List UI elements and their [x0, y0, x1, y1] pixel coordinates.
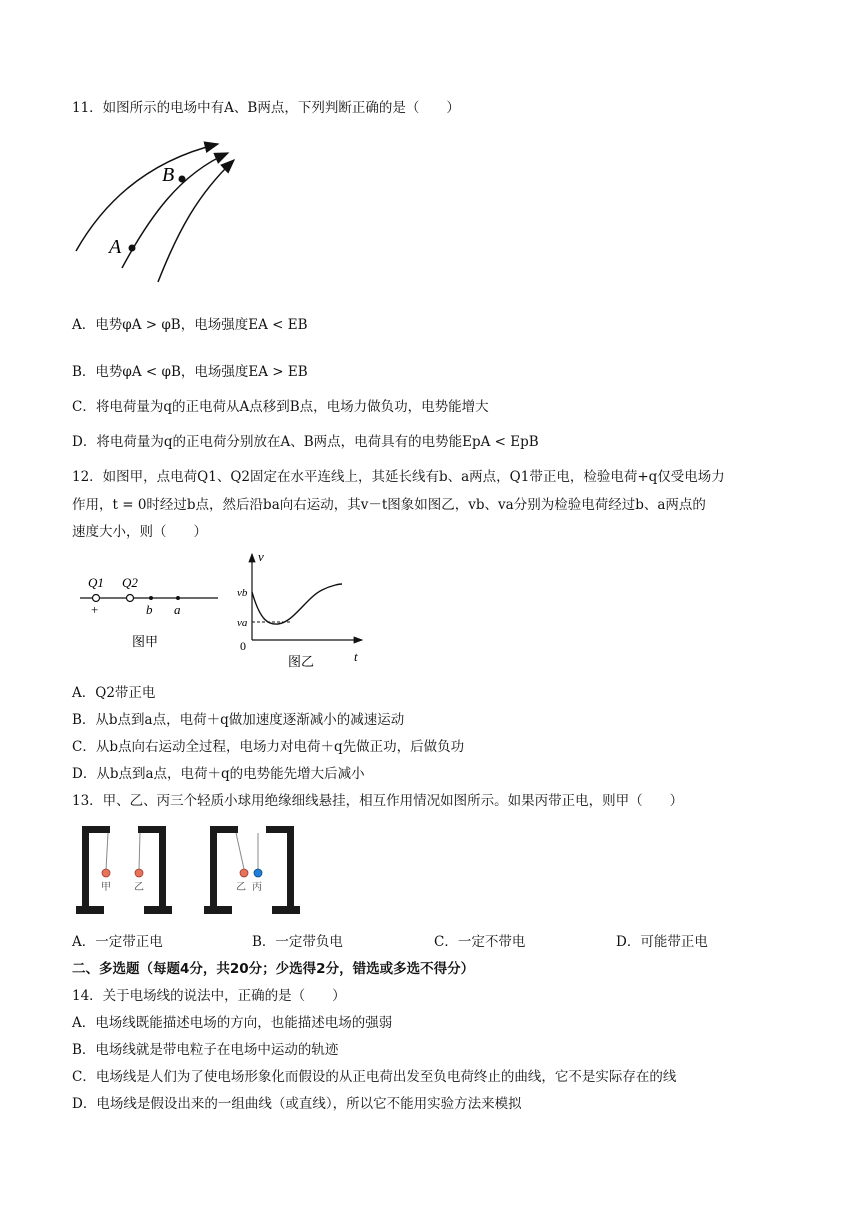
- q14-option-a: A．电场线既能描述电场的方向，也能描述电场的强弱: [72, 1015, 393, 1031]
- t-label: t: [354, 649, 358, 664]
- vb-label: vb: [237, 587, 248, 599]
- origin-label: 0: [240, 639, 246, 653]
- q1-label: Q1: [88, 575, 104, 590]
- b-label: b: [146, 602, 153, 617]
- point-b-dot: [179, 176, 186, 183]
- v-label: v: [258, 549, 264, 564]
- point-b: [149, 596, 153, 600]
- q12-option-d: D．从b点到a点，电荷＋q的电势能先增大后减小: [72, 766, 365, 782]
- q12-figure-yi: [232, 550, 372, 670]
- q13-figure: [76, 826, 306, 918]
- point-a-label: A: [109, 236, 122, 258]
- q11-option-d-text: D．将电荷量为q的正电荷分别放在A、B两点，电荷具有的电势能EpA < EpB: [72, 434, 539, 450]
- q12-option-c: C．从b点向右运动全过程，电场力对电荷＋q先做正功，后做负功: [72, 739, 465, 755]
- q13-stem: 13．甲、乙、丙三个轻质小球用绝缘细线悬挂，相互作用情况如图所示。如果丙带正电，则甲（ ）: [72, 793, 684, 809]
- q11-field-line-figure: [70, 136, 240, 286]
- q12-option-a: A．Q2带正电: [72, 685, 156, 701]
- section2-title: 二、多选题（每题4分，共20分；少选得2分，错选或多选不得分）: [72, 961, 475, 977]
- q13-option-c: C．一定不带电: [434, 934, 526, 950]
- label-bing: 丙: [252, 882, 262, 893]
- thread-yi-right: [236, 833, 244, 869]
- q11-option-b: [72, 362, 800, 382]
- q11-option-b-text: B．电势φA < φB，电场强度EA > EB: [72, 364, 308, 380]
- field-line-2: [122, 153, 228, 268]
- label-yi-left: 乙: [134, 882, 144, 893]
- q13-option-d: D．可能带正电: [616, 934, 708, 950]
- q12-figure-jia: [78, 570, 228, 670]
- q14-stem: 14．关于电场线的说法中，正确的是（ ）: [72, 988, 346, 1004]
- v-t-curve: [252, 584, 342, 624]
- plus-label: +: [91, 602, 99, 617]
- q11-option-a-text: A．电势φA > φB，电场强度EA < EB: [72, 317, 308, 333]
- q1-circle: [93, 595, 100, 602]
- ball-jia: [102, 869, 110, 877]
- q13-option-b: B．一定带负电: [252, 934, 343, 950]
- field-line-1: [76, 144, 218, 251]
- q11-option-c: C．将电荷量为q的正电荷从A点移到B点，电场力做负功，电势能增大: [72, 399, 489, 415]
- q12-stem-line2: 作用，t = 0时经过b点，然后沿ba向右运动，其v－t图象如图乙，vb、va分别为检验电荷经过b、a两点的: [72, 497, 706, 513]
- left-stand: [76, 826, 172, 914]
- va-label: va: [237, 617, 248, 629]
- q13-option-a: A．一定带正电: [72, 934, 163, 950]
- ball-yi-right: [240, 869, 248, 877]
- ball-yi-left: [135, 869, 143, 877]
- caption-yi: 图乙: [288, 655, 315, 670]
- q11-option-a: [72, 315, 800, 335]
- q2-label: Q2: [122, 575, 138, 590]
- a-label: a: [174, 602, 181, 617]
- q11-stem: 11．如图所示的电场中有A、B两点，下列判断正确的是（ ）: [72, 100, 460, 116]
- q12-stem-line1: 12．如图甲，点电荷Q1、Q2固定在水平连线上，其延长线有b、a两点，Q1带正电，检验电荷+q仅受电场力: [72, 469, 725, 485]
- q2-circle: [127, 595, 134, 602]
- point-b-label: B: [162, 164, 175, 186]
- q14-option-c: C．电场线是人们为了使电场形象化而假设的从正电荷出发至负电荷终止的曲线，它不是实际存在的线: [72, 1069, 677, 1085]
- q12-option-b: B．从b点到a点，电荷＋q做加速度逐渐减小的减速运动: [72, 712, 405, 728]
- q12-stem-line3: 速度大小，则（ ）: [72, 524, 207, 540]
- caption-jia: 图甲: [132, 635, 159, 650]
- point-a-dot: [129, 245, 136, 252]
- q14-option-d: D．电场线是假设出来的一组曲线（或直线），所以它不能用实验方法来模拟: [72, 1096, 522, 1112]
- q11-option-d: [72, 432, 800, 452]
- point-a: [176, 596, 180, 600]
- q14-option-b: B．电场线就是带电粒子在电场中运动的轨迹: [72, 1042, 339, 1058]
- ball-bing: [254, 869, 262, 877]
- thread-jia: [106, 833, 108, 870]
- label-yi-right: 乙: [236, 882, 246, 893]
- thread-yi-left: [139, 833, 140, 870]
- right-stand: [204, 826, 300, 914]
- label-jia: 甲: [101, 882, 111, 893]
